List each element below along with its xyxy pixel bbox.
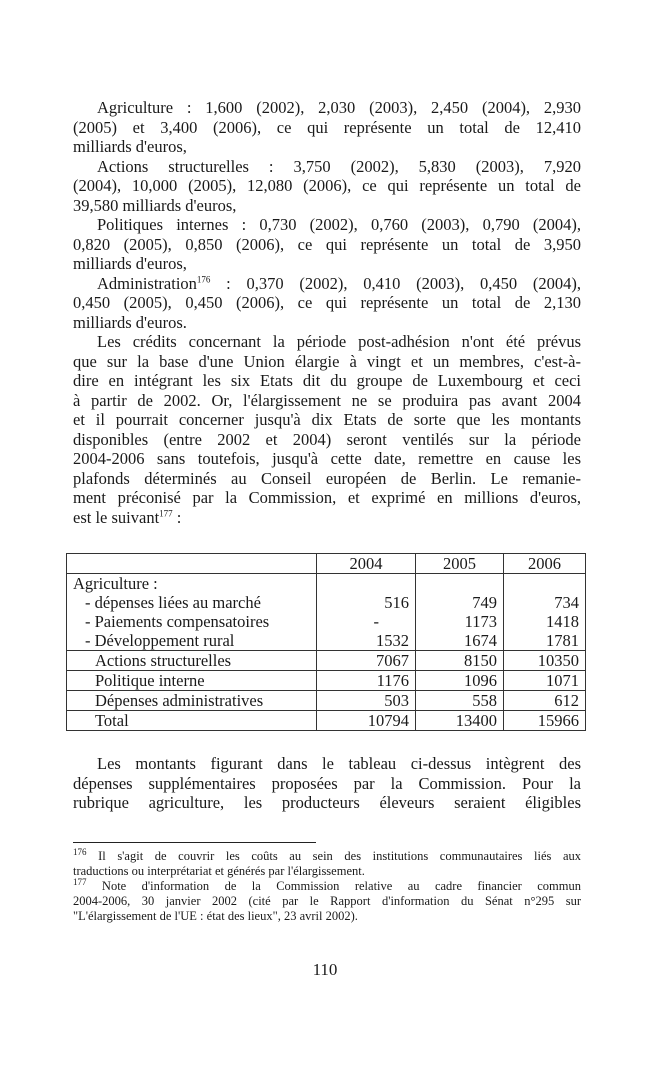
text-line: milliards d'euros, <box>73 254 187 273</box>
value-cell <box>504 574 586 651</box>
value: - <box>373 612 379 631</box>
text: Note d'information de la Commission relative au cadre financier commun <box>101 879 581 893</box>
value-cell: 503 <box>317 691 416 711</box>
text: : 0,370 (2002), 0,410 (2003), 0,450 (2004), <box>210 273 581 293</box>
footnote-176 <box>73 846 582 924</box>
value: 516 <box>384 593 409 612</box>
paragraph-actions-structurelles <box>73 157 581 216</box>
value-cell: 13400 <box>416 711 504 731</box>
row-label <box>67 574 317 651</box>
row-label: Actions structurelles <box>67 651 317 671</box>
row-label: Total <box>67 711 317 731</box>
text-line: dépenses supplémentaires proposées par la Commission. Pour la <box>73 773 581 793</box>
text-line: 2004-2006 sans toutefois, jusqu'à cette date, remettre en cause les <box>73 449 581 468</box>
page-number: 110 <box>312 960 338 979</box>
text-line <box>73 508 581 528</box>
value-cell: 8150 <box>416 651 504 671</box>
text-line: 0,820 (2005), 0,850 (2006), ce qui représente un total de 3,950 <box>73 234 581 254</box>
text-line: (2005) et 3,400 (2006), ce qui représente un total de 12,410 <box>73 117 581 137</box>
year-header: 2004 <box>317 554 416 574</box>
text-line: Les montants figurant dans le tableau ci-dessus intègrent des <box>97 754 581 773</box>
text-line: dire en intégrant les six Etats dit du groupe de Luxembourg et ceci <box>73 371 581 390</box>
value: 1674 <box>464 631 497 650</box>
value-cell: 7067 <box>317 651 416 671</box>
text: Il s'agit de couvrir les coûts au sein des institutions communautaires liés aux <box>98 849 582 863</box>
row-label: - Développement rural <box>85 631 235 650</box>
text: est le suivant <box>73 507 160 527</box>
text-line: 39,580 milliards d'euros, <box>73 195 237 215</box>
table-row-total <box>67 711 586 731</box>
row-label: Politique interne <box>67 671 317 691</box>
value-cell: 10350 <box>504 651 586 671</box>
text-line <box>73 274 581 294</box>
text-line: et il pourrait concerner jusqu'à dix Etats de sorte que les montants <box>73 410 581 429</box>
text-line: "L'élargissement de l'UE : état des lieux", 23 avril 2002). <box>73 909 358 923</box>
table-row <box>67 691 586 711</box>
year-header: 2006 <box>504 554 586 574</box>
text-line: milliards d'euros. <box>73 312 187 332</box>
value: 1781 <box>546 631 579 650</box>
text-line: milliards d'euros, <box>73 137 187 156</box>
text-line <box>73 876 581 894</box>
paragraph-politiques-internes <box>73 215 581 274</box>
table-row <box>67 671 586 691</box>
text-line: Agriculture : 1,600 (2002), 2,030 (2003), 2,450 (2004), 2,930 <box>97 98 581 117</box>
footnote-number: 177 <box>73 876 87 887</box>
year-header: 2005 <box>416 554 504 574</box>
text-line: 0,450 (2005), 0,450 (2006), ce qui représente un total de 2,130 <box>73 293 581 312</box>
text-line <box>73 846 582 864</box>
text-line: à partir de 2002. Or, l'élargissement ne se produira pas avant 2004 <box>73 390 581 410</box>
value-cell: 1071 <box>504 671 586 691</box>
table-row <box>67 651 586 671</box>
row-label: - Paiements compensatoires <box>85 612 270 631</box>
text: : <box>172 507 182 527</box>
value-cell: 1096 <box>416 671 504 691</box>
text-line: Les crédits concernant la période post-adhésion n'ont été prévus <box>97 332 581 351</box>
value: 1532 <box>376 631 409 650</box>
table-header-row <box>67 554 586 574</box>
text-line: traductions ou interprétariat et générés par l'élargissement. <box>73 864 365 878</box>
text: Administration <box>97 273 197 293</box>
value-cell: 558 <box>416 691 504 711</box>
value-cell <box>317 574 416 651</box>
text-line: rubrique agriculture, les producteurs éleveurs seraient éligibles <box>73 793 581 812</box>
text-line: disponibles (entre 2002 et 2004) seront ventilés sur la période <box>73 429 581 449</box>
value: 1173 <box>464 612 497 631</box>
text-line: Actions structurelles : 3,750 (2002), 5,830 (2003), 7,920 <box>97 156 581 176</box>
row-label: Dépenses administratives <box>67 691 317 711</box>
text-line: (2004), 10,000 (2005), 12,080 (2006), ce qui représente un total de <box>73 176 581 195</box>
text-line: ment préconisé par la Commission, et exprimé en millions d'euros, <box>73 488 581 507</box>
footnote-separator <box>73 842 316 843</box>
footnote-ref: 176 <box>196 274 211 284</box>
footnote-number: 176 <box>73 846 87 857</box>
value: 1418 <box>546 612 579 631</box>
table-row-agriculture <box>67 574 586 651</box>
paragraph-agriculture <box>73 98 581 157</box>
value: 734 <box>554 593 579 612</box>
text-line: 2004-2006, 30 janvier 2002 (cité par le Rapport d'information du Sénat n°295 sur <box>73 894 581 908</box>
value-cell: 15966 <box>504 711 586 731</box>
value-cell: 612 <box>504 691 586 711</box>
value-cell <box>416 574 504 651</box>
budget-table <box>66 553 586 731</box>
value-cell: 1176 <box>317 671 416 691</box>
paragraph-administration <box>73 274 581 333</box>
agriculture-label: Agriculture : <box>73 574 158 593</box>
paragraph-montants <box>73 754 581 813</box>
row-label: - dépenses liées au marché <box>85 593 261 612</box>
paragraph-credits <box>73 332 581 527</box>
value: 749 <box>472 593 497 612</box>
value-cell: 10794 <box>317 711 416 731</box>
footnote-ref: 177 <box>159 508 173 518</box>
text-line: Politiques internes : 0,730 (2002), 0,760 (2003), 0,790 (2004), <box>97 215 581 234</box>
empty-cell <box>67 554 317 574</box>
text-line: que sur la base d'une Union élargie à vingt et un membres, c'est-à- <box>73 351 581 371</box>
text-line: plafonds déterminés au Conseil européen de Berlin. Le remanie- <box>73 468 581 488</box>
